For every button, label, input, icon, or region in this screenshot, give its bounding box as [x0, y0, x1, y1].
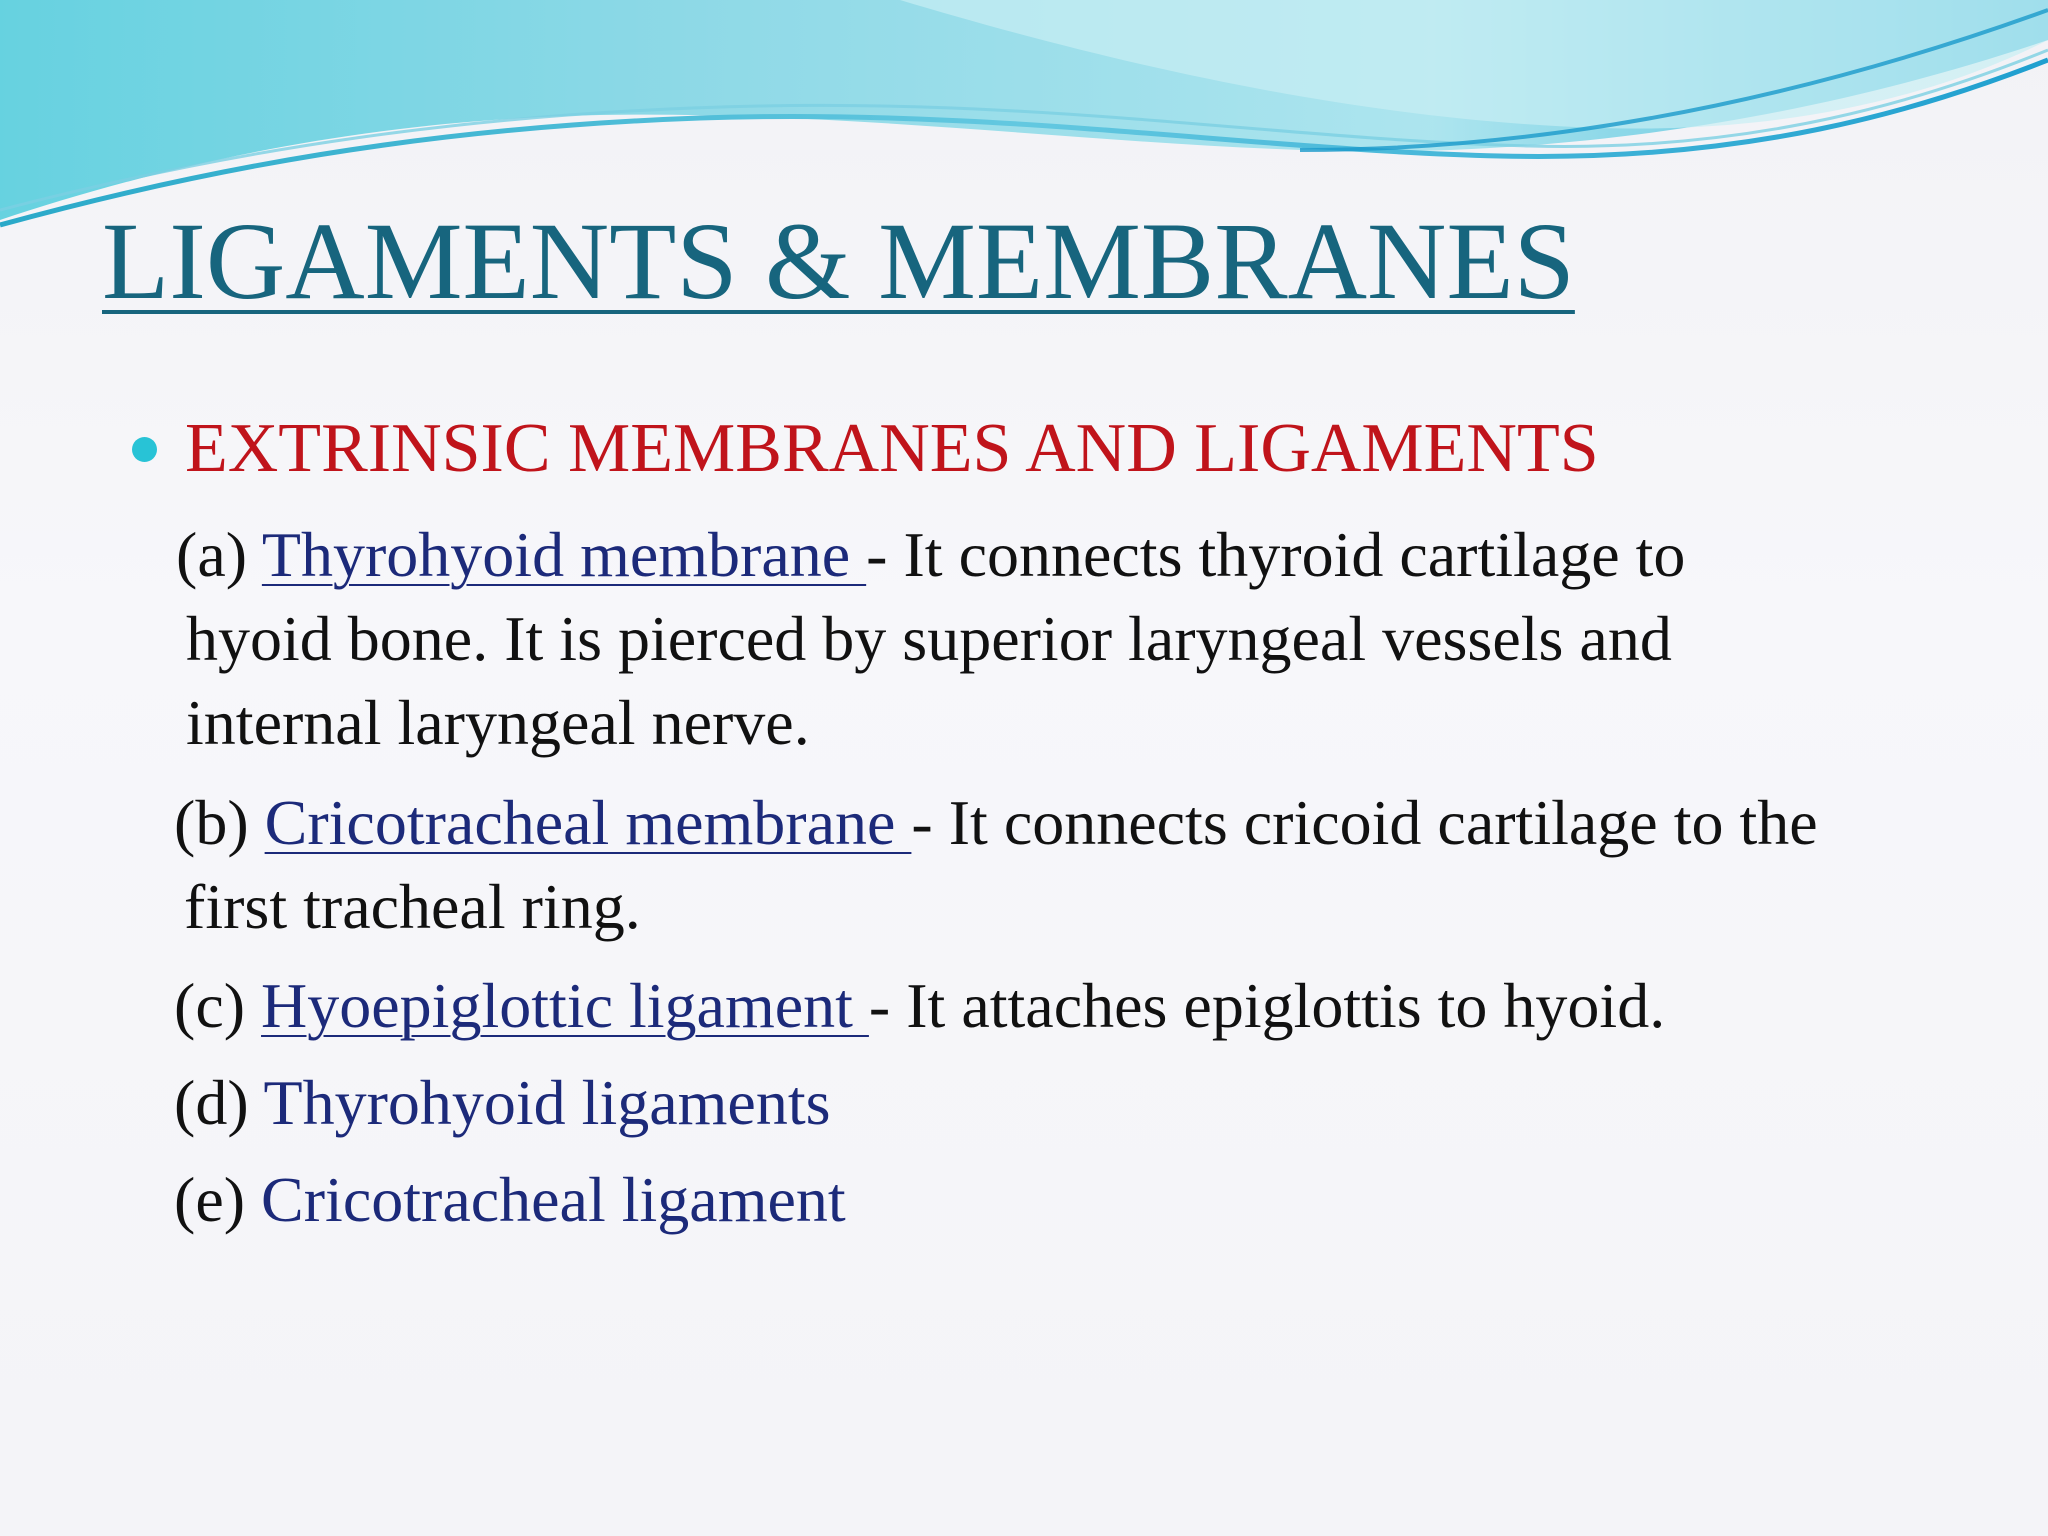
list-item-c [174, 964, 1665, 1048]
item-a-description: - It connects thyroid cartilage to [866, 519, 1686, 590]
item-a-line-1 [176, 513, 1685, 597]
list-item-b [174, 781, 1818, 949]
item-b-term-link[interactable]: Cricotracheal membrane [264, 787, 912, 858]
section-bullet [132, 404, 1599, 494]
item-a-line-2: hyoid bone. It is pierced by superior laryngeal vessels and [186, 603, 1672, 674]
list-item-a [176, 513, 1685, 765]
item-c-description: - It attaches epiglottis to hyoid. [868, 970, 1666, 1041]
item-d-marker: (d) [174, 1067, 264, 1138]
item-b-line-1 [174, 781, 1818, 865]
item-c-marker: (c) [174, 970, 262, 1041]
item-d-line-1 [174, 1061, 831, 1145]
item-e-marker: (e) [174, 1164, 262, 1235]
item-e-line-1 [174, 1158, 846, 1242]
item-a-marker: (a) [176, 519, 262, 590]
item-b-marker: (b) [174, 787, 265, 858]
list-item-e [174, 1158, 846, 1242]
item-e-term: Cricotracheal ligament [261, 1164, 846, 1235]
item-a-line-3: internal laryngeal nerve. [186, 687, 810, 758]
list-item-d [174, 1061, 831, 1145]
item-a-term-link[interactable]: Thyrohyoid membrane [261, 519, 867, 590]
item-b-line-2: first tracheal ring. [184, 871, 641, 942]
slide-title: LIGAMENTS & MEMBRANES [102, 200, 1575, 322]
item-c-term-link[interactable]: Hyoepiglottic ligament [261, 970, 869, 1041]
item-b-description: - It connects cricoid cartilage to the [911, 787, 1818, 858]
section-heading: EXTRINSIC MEMBRANES AND LIGAMENTS [185, 410, 1599, 487]
bullet-dot-icon [132, 437, 157, 462]
item-c-line-1 [174, 964, 1665, 1048]
item-d-term: Thyrohyoid ligaments [263, 1067, 831, 1138]
